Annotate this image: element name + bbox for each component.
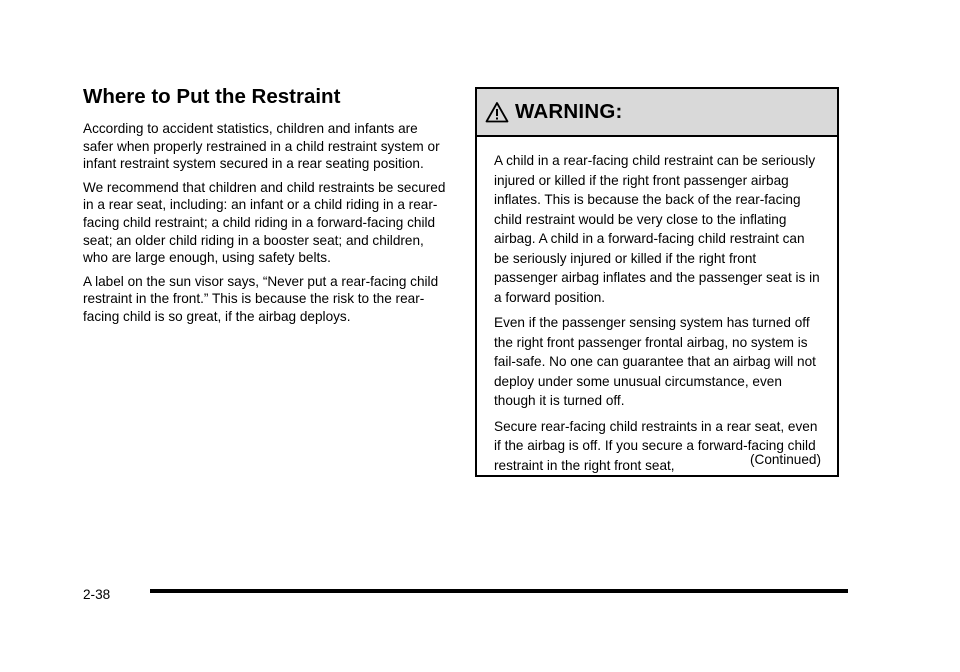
warning-paragraph-3: Secure rear-facing child restraints in a rear seat, even if the airbag is off. If you secure a forward-facing child restraint in the right front seat, xyxy=(494,418,818,473)
warning-triangle-icon xyxy=(485,101,509,123)
warning-header xyxy=(477,89,837,137)
body-paragraph-1: According to accident statistics, children and infants are safer when properly restrained in a child restraint system or infant restraint system secured in a rear seating position. xyxy=(83,121,440,172)
warning-body xyxy=(477,137,837,475)
warning-paragraph-2: Even if the passenger sensing system has turned off the right front passenger frontal airbag, no system is fail-safe. No one can guarantee that an airbag will not deploy under some unusual circumstance, even though it is turned off. xyxy=(494,315,816,408)
body-paragraph-3: A label on the sun visor says, “Never put a rear-facing child restraint in the front.” This is because the risk to the rear-facing child is so great, if the airbag deploys. xyxy=(83,273,439,324)
body-paragraph-2: We recommend that children and child restraints be secured in a rear seat, including: an infant or a child riding in a rear-facing child restraint; a child riding in a forward-facing child seat; an older child riding in a booster seat; and children, who are large enough, using safety belts. xyxy=(83,179,446,266)
warning-paragraph-1: A child in a rear-facing child restraint can be seriously injured or killed if the right front passenger airbag inflates. This is because the back of the rear-facing child restraint would be very close to the inflating airbag. A child in a forward-facing child restraint can be seriously injured or killed if the right front passenger airbag inflates and the passenger seat is in a forward position. xyxy=(494,153,820,305)
page-number: 2-38 xyxy=(83,587,111,602)
section-heading: Where to Put the Restraint xyxy=(83,85,341,108)
footer-rule xyxy=(150,589,848,593)
left-column xyxy=(83,84,449,332)
continued-label: (Continued) xyxy=(749,452,821,467)
warning-box xyxy=(475,87,839,477)
warning-title: WARNING: xyxy=(515,100,623,123)
